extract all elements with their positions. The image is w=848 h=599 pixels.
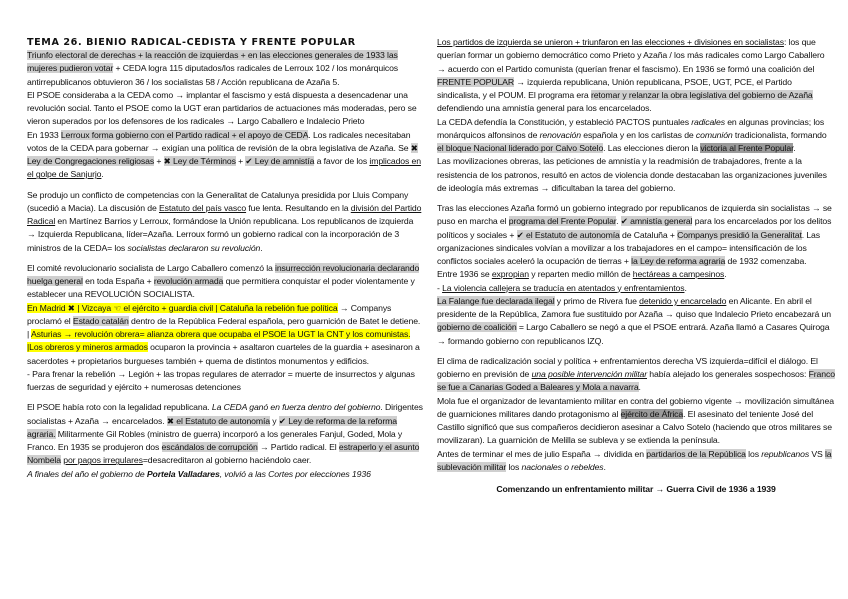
- highlighted-text: Companys presidió la Generalitat: [677, 229, 802, 240]
- text-segment: en algunas provincias; los monárquicos alfonsinos de: [437, 116, 825, 140]
- text-segment: y reparten medio millón de: [528, 269, 633, 280]
- highlighted-text: estraperlo y el asunto Nombela: [27, 442, 420, 466]
- highlighted-text: En Madrid ✖ | Vizcaya ☜ el ejército + guardia civil | Cataluña la rebelión fue política: [27, 302, 338, 313]
- text-segment: =desacreditaron al gobierno haciéndolo caer.: [142, 455, 312, 466]
- text-segment: y: [270, 415, 279, 426]
- text-segment: en toda España +: [82, 276, 154, 286]
- text-segment: socialistas declararon su revolución: [127, 242, 261, 253]
- right-section: [437, 36, 835, 195]
- left-column-body: [27, 49, 423, 481]
- text-segment: en Martínez Barrios y Lerroux, formándose la Unión republicana. Los republicanos de izquierda → Izquierda Republicana, líder=Azaña. Lerroux formó un gobierno radical con la incorporación de 3 ministros de la CEDA= los: [27, 216, 414, 253]
- text-segment: los: [745, 448, 762, 459]
- text-segment: defendiendo una amnistía general para los encarcelados.: [437, 103, 652, 114]
- text-segment: que permitiera conquistar el poder violentamente y establecer una REVOLUCIÓN SOCIALISTA.: [27, 276, 415, 300]
- text-segment: , volvió a las Cortes por elecciones 1936: [219, 468, 371, 479]
- text-segment: ocuparon la provincia + asaltaron cuarteles de la guardia + asesinaron a sacerdotes + propietarios burgueses también + quema de distintos monumentos y edificios.: [27, 342, 420, 366]
- text-segment: VS: [809, 448, 825, 459]
- highlighted-text: La Falange fue declarada ilegal: [437, 295, 555, 306]
- text-segment: Portela Valladares: [146, 468, 220, 479]
- text-segment: Las movilizaciones obreras, las peticiones de amnistía y la readmisión de trabajadores, frente a la resistencia de los patronos, resultó en actos de violencia donde destacaban las organizaciones juveniles de ideología más extremas → dificultaban la tarea del gobierno.: [437, 156, 827, 193]
- highlighted-text: ✖ el Estatuto de autonomía: [166, 415, 270, 426]
- paragraph: [27, 368, 423, 395]
- text-segment: . Los radicales necesitaban votos de la CEDA para gobernar → exigían una política de revisión de la obra legislativa de Azaña. Se: [27, 129, 411, 153]
- underlined-text: una posible intervención militar: [531, 369, 647, 379]
- text-segment: .: [260, 242, 263, 253]
- highlighted-text: ✔ amnistía general: [620, 216, 693, 227]
- highlighted-text: escándalos de corrupción: [161, 442, 258, 452]
- underlined-text: hectáreas a campesinos: [632, 269, 725, 280]
- underlined-text: La violencia callejera se traducía en atentados y enfrentamientos: [442, 282, 685, 293]
- paragraph: [27, 302, 423, 368]
- text-segment: para los encarcelados por los delitos políticos y sociales +: [437, 216, 832, 240]
- paragraph: [437, 36, 835, 116]
- text-segment: → Partido radical. El: [257, 442, 339, 452]
- text-segment: = Largo Caballero se negó a que el PSOE entrará. Azaña llamó a Casares Quiroga → formando gobierno con republicanos IZQ.: [437, 322, 830, 346]
- highlighted-text: Franco se fue a Canarias Goded a Baleares y Mola a navarra: [437, 369, 835, 393]
- highlighted-text: gobierno de coalición: [437, 322, 517, 333]
- highlighted-text: programa del Frente Popular: [508, 216, 617, 227]
- highlighted-text: Asturias → revolución obrera= alianza obrera que ocupaba el PSOE la UGT la CNT y los comunistas. |Los obreros y mineros armados: [27, 329, 411, 353]
- text-segment: republicanos: [761, 448, 810, 459]
- paragraph: [27, 262, 423, 302]
- text-segment: El PSOE había roto con la legalidad republicana.: [27, 402, 212, 413]
- highlighted-text: Triunfo electoral de derechas + la reacción de izquierdas + en las elecciones generales de 1933 las mujeres pudieron votar: [27, 50, 398, 74]
- text-segment: Entre 1936 se: [437, 269, 492, 280]
- text-segment: +: [154, 156, 164, 166]
- text-segment: a favor de los: [314, 156, 370, 166]
- paragraph: [27, 189, 423, 255]
- text-segment: El PSOE consideraba a la CEDA como → implantar el fascismo y está dispuesta a desencadenar una revolución social. Tanto el PSOE como la UGT eran partidarios de actuaciones más moderadas, pero se vieron superados por los defensores de los radicales → Largo Caballero e Indalecio Prieto: [27, 89, 417, 127]
- conclusion-line: Comenzando un enfrentamiento militar → Guerra Civil de 1936 a 1939: [496, 484, 776, 494]
- paragraph: [437, 202, 835, 268]
- highlighted-text: la sublevación militar: [437, 448, 832, 472]
- text-segment: .: [616, 216, 621, 227]
- text-segment: El comité revolucionario socialista de Largo Caballero comenzó la: [27, 262, 276, 273]
- paragraph: [437, 448, 835, 475]
- text-segment: En 1933: [27, 129, 61, 140]
- highlighted-text: FRENTE POPULAR: [437, 76, 515, 87]
- underlined-text: división del Partido Radical: [27, 202, 422, 226]
- text-segment: radicales: [691, 116, 725, 127]
- text-segment: renovación: [539, 129, 581, 140]
- highlighted-text: insurrección revolucionaria declarando huelga general: [27, 262, 420, 286]
- highlighted-text: Lerroux forma gobierno con el Partido radical + el apoyo de CEDA: [60, 129, 309, 140]
- left-section: [27, 189, 423, 255]
- text-segment: . Las elecciones dieron la: [603, 143, 701, 153]
- underlined-text: expropian: [491, 269, 529, 280]
- text-segment: + CEDA logra 115 diputados/los radicales de Lerroux 102 / los monárquicos antirrepublicanos obtuvieron 36 / los socialistas 58 / Acción republicana de Azaña 5.: [27, 63, 399, 87]
- text-segment: Militarmente Gil Robles (ministro de guerra) incorporó a los generales Fanjul, Goded, Mola y Franco. En 1935 se produjeron dos: [27, 428, 403, 452]
- right-column: [437, 36, 835, 496]
- text-segment: - Para frenar la rebelión → Legión + las tropas regulares de aterrador = muerte de insurrectos y algunas fuerzas de seguridad y ejército + numerosas detenciones: [27, 368, 415, 392]
- text-segment: : los que querían formar un gobierno democrático como Prieto y Azaña / los más radicales como Largo Caballero → acuerdo con el Partido comunista (querían frenar el fascismo). En 1936 se formó una coalición del: [437, 37, 825, 74]
- left-section: [27, 401, 423, 481]
- text-segment: había alejado los generales sospechosos:: [647, 369, 809, 379]
- highlighted-text: la Ley de reforma agraria: [631, 256, 726, 266]
- text-segment: comunión: [695, 129, 733, 140]
- highlighted-text: ✔ el Estatuto de autonomía: [516, 229, 620, 240]
- highlighted-text: ✖ Ley de Congregaciones religiosas: [27, 142, 418, 166]
- text-segment: A finales del año el gobierno de: [27, 468, 147, 479]
- right-section: [437, 202, 835, 348]
- text-segment: en Alicante. En abril el presidente de la República, Zamora fue sustituido por Azaña → quiso que Indalecio Prieto encabezará un: [437, 295, 831, 319]
- text-segment: El clima de radicalización social y política + enfrentamientos derecha VS izquierda=difícil el diálogo. El gobierno en previsión de: [437, 355, 818, 379]
- highlighted-text: ✔ Ley de amnistía: [245, 156, 315, 166]
- paragraph: [27, 401, 423, 467]
- paragraph: [437, 155, 835, 195]
- text-segment: → Companys proclamó el: [27, 302, 392, 326]
- text-segment: +: [235, 156, 246, 166]
- text-segment: .: [603, 461, 606, 472]
- highlighted-text: ejército de África: [620, 408, 684, 419]
- text-segment: española y en los carlistas de: [580, 129, 696, 140]
- right-section: [437, 355, 835, 474]
- text-segment: La CEDA ganó en fuerza dentro del gobierno: [211, 402, 381, 413]
- text-segment: . Las organizaciones sindicales volvían a movilizar a los trabajadores en el campo= intensificación de los conflictos sociales aceleró la ocupación de tierras +: [437, 229, 820, 266]
- text-segment: Antes de terminar el mes de julio España → dividida en: [437, 448, 647, 459]
- paragraph: [437, 395, 835, 448]
- text-segment: los: [506, 461, 522, 472]
- paragraph: [437, 116, 835, 156]
- underlined-text: Estatuto del país vasco: [158, 202, 247, 213]
- text-segment: dentro de la República Federal española, pero guarnición de Batet le detiene. |: [27, 315, 421, 339]
- underlined-text: detenido y encarcelado: [639, 295, 727, 306]
- text-segment: Se produjo un conflicto de competencias con la Generalitat de Catalunya presidida por Lluis Company (sucedió a Macia). La discusión de: [27, 189, 409, 213]
- paragraph: [437, 268, 835, 281]
- paragraph: [27, 129, 423, 182]
- text-segment: tradicionalista, formando: [732, 129, 827, 140]
- highlighted-text: victoria al Frente Popular: [700, 143, 794, 153]
- highlighted-text: ✖ Ley de Términos: [163, 156, 236, 166]
- text-segment: .: [101, 169, 104, 180]
- right-column-body: [437, 36, 835, 474]
- text-segment: → izquierda republicana, Unión republicana, PSOE, UGT, PCE, el Partido sindicalista, y el POUM. El programa era: [437, 76, 792, 100]
- text-segment: Mola fue el organizador de levantamiento militar en contra del gobierno vigente → movilización simultánea de guarniciones militares dando protagonismo al: [437, 395, 834, 419]
- paragraph: [437, 355, 835, 395]
- highlighted-text: retomar y relanzar la obra legislativa del gobierno de Azaña: [590, 90, 813, 100]
- text-segment: de Cataluña +: [619, 229, 678, 240]
- text-segment: de 1932 comenzaba.: [725, 256, 807, 266]
- left-column: [27, 36, 423, 481]
- text-segment: .: [684, 282, 687, 293]
- highlighted-text: partidarios de la República: [646, 448, 746, 459]
- text-segment: fue lenta. Resultando en la: [246, 202, 351, 213]
- highlighted-text: el bloque Nacional liderado por Calvo Sotelo: [437, 143, 604, 153]
- page-title: TEMA 26. BIENIO RADICAL-CEDISTA Y FRENTE POPULAR: [27, 37, 356, 48]
- text-segment: .: [638, 382, 641, 393]
- text-segment: y primo de Rivera fue: [554, 295, 640, 306]
- text-segment: -: [437, 282, 443, 293]
- highlighted-text: revolución armada: [153, 276, 224, 286]
- highlighted-text: ✔ Ley de reforma de la reforma agraria.: [27, 415, 397, 439]
- paragraph: [437, 295, 835, 348]
- text-segment: . El asesinato del teniente José del Castillo significó que sus compañeros decidieron asesinar a Calvo Sotelo (haciendo que otros militares se movilizaran). La guarnición de Melilla se subleva y se extienda la península.: [437, 408, 832, 446]
- underlined-text: Los partidos de izquierda se unieron + triunfaron en las elecciones + divisiones en socialistas: [437, 37, 784, 47]
- highlighted-text: Estado catalán: [72, 315, 129, 326]
- text-segment: . Dirigentes socialistas + Azaña → encarcelados.: [27, 402, 423, 426]
- paragraph: [27, 468, 423, 481]
- paragraph: [27, 89, 423, 129]
- text-segment: .: [724, 269, 727, 280]
- paragraph: [27, 49, 423, 89]
- underlined-text: implicados en el golpe de Sanjurjo: [27, 156, 421, 180]
- text-segment: Tras las elecciones Azaña formó un gobierno integrado por republicanos de izquierda sin socialistas → se puso en marcha el: [437, 203, 832, 227]
- left-section: [27, 49, 423, 182]
- left-section: [27, 262, 423, 395]
- text-segment: nacionales o rebeldes: [521, 461, 604, 472]
- text-segment: .: [793, 143, 796, 153]
- text-segment: La CEDA defendía la Constitución, y estableció PACTOS puntuales: [437, 116, 692, 127]
- paragraph: [437, 282, 835, 295]
- underlined-text: por pagos irregulares: [63, 455, 143, 466]
